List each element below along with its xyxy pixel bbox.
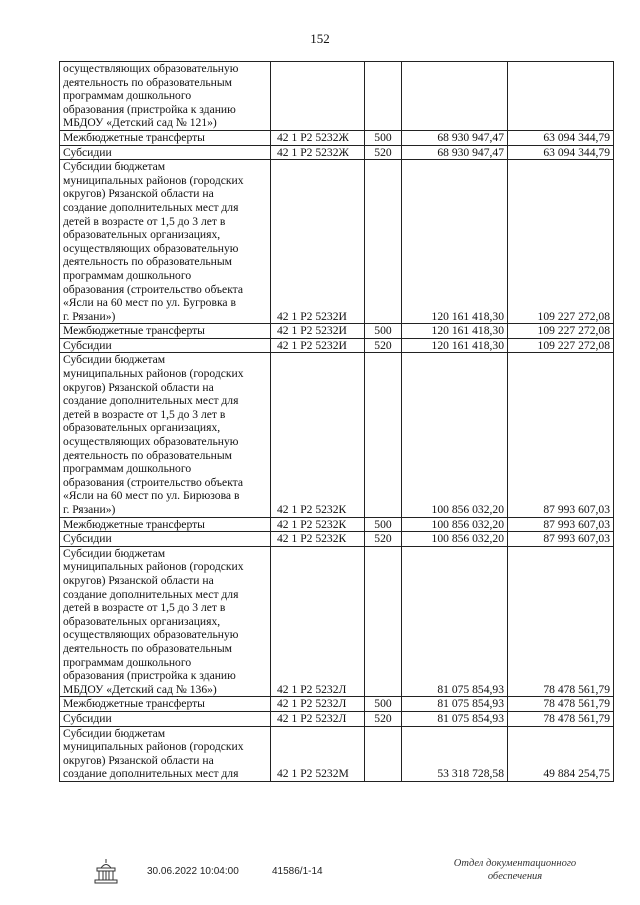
- row-name-cell: Межбюджетные трансферты: [60, 324, 271, 339]
- row-vr-cell: 500: [365, 697, 402, 712]
- row-code-cell: 42 1 P2 5232М: [271, 726, 365, 781]
- row-name-cell: осуществляющих образовательную деятельность по образовательным программам дошкольного образования (пристройка к зданию МБДОУ «Детский сад № 121»): [60, 62, 271, 131]
- row-name-cell: Субсидии бюджетам муниципальных районов (городских округов) Рязанской области на создание дополнительных мест для детей в возрасте от 1,5 до 3 лет в образовательных организациях, осуществляющих образовательную деятельность по образовательным программам дошкольного образования (строительство объекта «Ясли на 60 мест по ул. Бирюзова в г. Рязани»): [60, 353, 271, 517]
- row-vr-cell: 520: [365, 532, 402, 547]
- table-row: [60, 711, 614, 726]
- row-name-cell: Субсидии: [60, 532, 271, 547]
- row-amount-2023-cell: 120 161 418,30: [402, 160, 508, 324]
- row-vr-cell: [365, 160, 402, 324]
- page-number: 152: [310, 31, 330, 46]
- row-name-cell: Межбюджетные трансферты: [60, 130, 271, 145]
- row-amount-2024-cell: 78 478 561,79: [508, 711, 614, 726]
- row-vr-cell: [365, 726, 402, 781]
- row-code-cell: 42 1 P2 5232И: [271, 338, 365, 353]
- footer-doc-number: 41586/1-14: [272, 866, 323, 877]
- row-amount-2023-cell: 100 856 032,20: [402, 353, 508, 517]
- footer-datetime: 30.06.2022 10:04:00: [147, 866, 239, 877]
- table-row: [60, 62, 614, 131]
- footer-department-stamp: Отдел документационного обеспечения: [453, 858, 577, 882]
- row-vr-cell: 520: [365, 338, 402, 353]
- row-amount-2023-cell: 120 161 418,30: [402, 338, 508, 353]
- row-amount-2023-cell: 100 856 032,20: [402, 532, 508, 547]
- row-code-cell: 42 1 P2 5232К: [271, 353, 365, 517]
- row-amount-2024-cell: 78 478 561,79: [508, 697, 614, 712]
- table-row: [60, 546, 614, 697]
- row-amount-2023-cell: 81 075 854,93: [402, 546, 508, 697]
- row-amount-2023-cell: 81 075 854,93: [402, 697, 508, 712]
- row-vr-cell: 500: [365, 130, 402, 145]
- row-vr-cell: [365, 546, 402, 697]
- row-amount-2024-cell: 49 884 254,75: [508, 726, 614, 781]
- table-row: [60, 726, 614, 781]
- row-vr-cell: 520: [365, 711, 402, 726]
- row-name-cell: Субсидии бюджетам муниципальных районов (городских округов) Рязанской области на создание дополнительных мест для детей в возрасте от 1,5 до 3 лет в образовательных организациях, осуществляющих образовательную деятельность по образовательным программам дошкольного образования (пристройка к зданию МБДОУ «Детский сад № 136»): [60, 546, 271, 697]
- budget-table: [59, 61, 614, 782]
- row-amount-2024-cell: 109 227 272,08: [508, 324, 614, 339]
- table-row: [60, 697, 614, 712]
- row-amount-2023-cell: 120 161 418,30: [402, 324, 508, 339]
- row-amount-2024-cell: 78 478 561,79: [508, 546, 614, 697]
- table-row: [60, 353, 614, 517]
- row-name-cell: Субсидии: [60, 338, 271, 353]
- row-code-cell: 42 1 P2 5232И: [271, 324, 365, 339]
- row-amount-2023-cell: [402, 62, 508, 131]
- row-amount-2024-cell: 109 227 272,08: [508, 338, 614, 353]
- row-name-cell: Субсидии: [60, 145, 271, 160]
- row-amount-2024-cell: [508, 62, 614, 131]
- row-amount-2024-cell: 63 094 344,79: [508, 130, 614, 145]
- row-vr-cell: [365, 353, 402, 517]
- row-amount-2024-cell: 87 993 607,03: [508, 353, 614, 517]
- row-amount-2023-cell: 68 930 947,47: [402, 130, 508, 145]
- duma-building-icon: [94, 858, 118, 886]
- row-name-cell: Субсидии бюджетам муниципальных районов (городских округов) Рязанской области на создание дополнительных мест для: [60, 726, 271, 781]
- row-code-cell: [271, 62, 365, 131]
- row-amount-2024-cell: 87 993 607,03: [508, 532, 614, 547]
- row-name-cell: Межбюджетные трансферты: [60, 517, 271, 532]
- row-name-cell: Межбюджетные трансферты: [60, 697, 271, 712]
- row-amount-2023-cell: 68 930 947,47: [402, 145, 508, 160]
- row-amount-2024-cell: 87 993 607,03: [508, 517, 614, 532]
- row-code-cell: 42 1 P2 5232Ж: [271, 145, 365, 160]
- row-name-cell: Субсидии бюджетам муниципальных районов (городских округов) Рязанской области на создание дополнительных мест для детей в возрасте от 1,5 до 3 лет в образовательных организациях, осуществляющих образовательную деятельность по образовательным программам дошкольного образования (строительство объекта «Ясли на 60 мест по ул. Бугровка в г. Рязани»): [60, 160, 271, 324]
- row-vr-cell: 500: [365, 517, 402, 532]
- row-code-cell: 42 1 P2 5232Л: [271, 697, 365, 712]
- table-row: [60, 517, 614, 532]
- table-row: [60, 145, 614, 160]
- row-name-cell: Субсидии: [60, 711, 271, 726]
- row-amount-2023-cell: 100 856 032,20: [402, 517, 508, 532]
- row-code-cell: 42 1 P2 5232К: [271, 517, 365, 532]
- row-amount-2023-cell: 53 318 728,58: [402, 726, 508, 781]
- row-amount-2023-cell: 81 075 854,93: [402, 711, 508, 726]
- row-vr-cell: 520: [365, 145, 402, 160]
- table-row: [60, 130, 614, 145]
- table-row: [60, 160, 614, 324]
- budget-table-body: [60, 62, 614, 782]
- row-code-cell: 42 1 P2 5232И: [271, 160, 365, 324]
- row-vr-cell: [365, 62, 402, 131]
- row-code-cell: 42 1 P2 5232К: [271, 532, 365, 547]
- row-amount-2024-cell: 63 094 344,79: [508, 145, 614, 160]
- row-vr-cell: 500: [365, 324, 402, 339]
- row-code-cell: 42 1 P2 5232Ж: [271, 130, 365, 145]
- table-row: [60, 532, 614, 547]
- page-footer: [0, 858, 640, 902]
- row-code-cell: 42 1 P2 5232Л: [271, 546, 365, 697]
- row-code-cell: 42 1 P2 5232Л: [271, 711, 365, 726]
- table-row: [60, 324, 614, 339]
- row-amount-2024-cell: 109 227 272,08: [508, 160, 614, 324]
- table-row: [60, 338, 614, 353]
